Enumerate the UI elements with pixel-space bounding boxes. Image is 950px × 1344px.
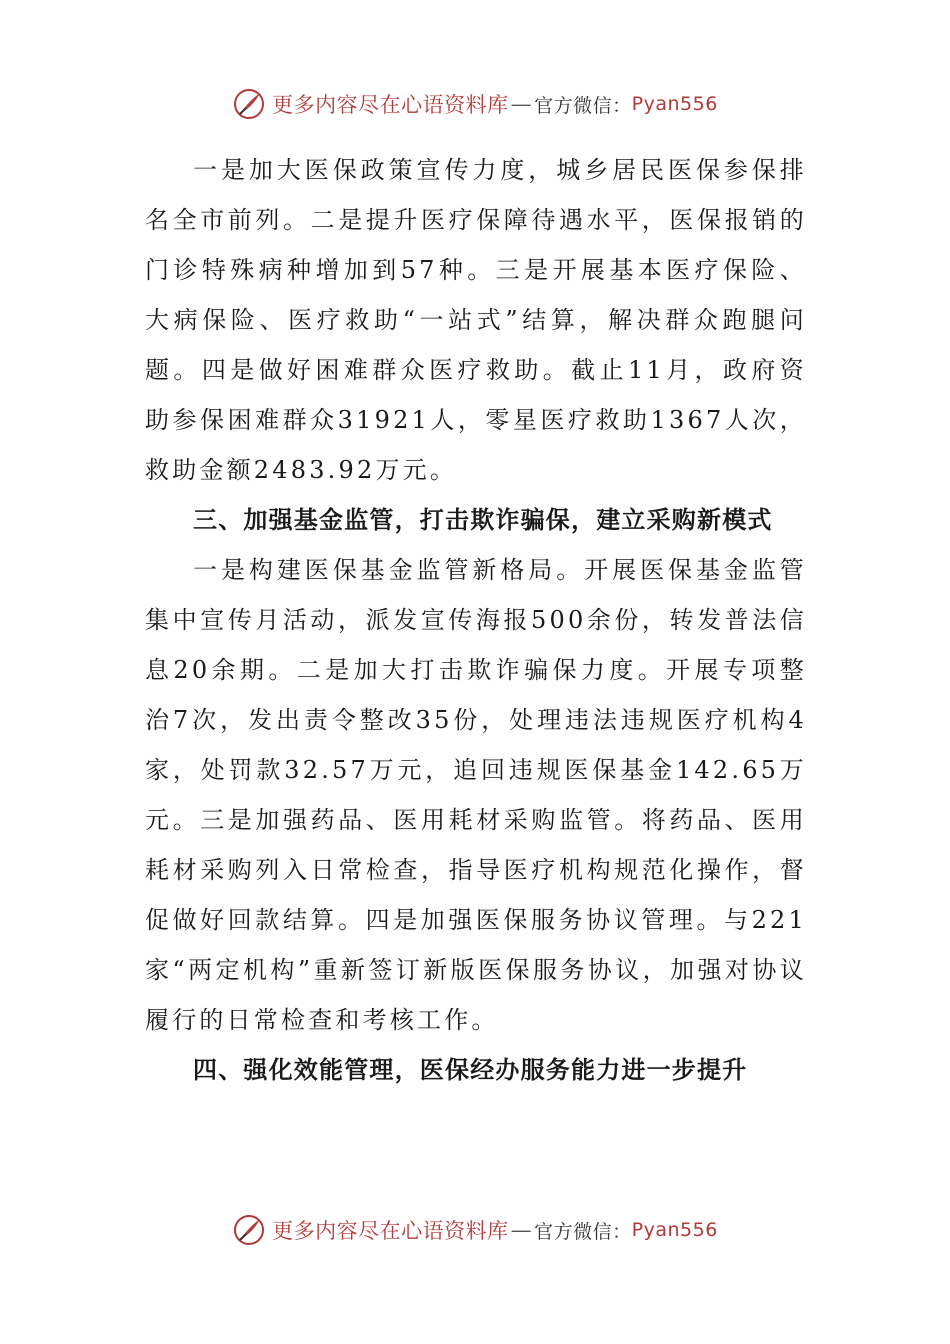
section-heading-4: 四、强化效能管理，医保经办服务能力进一步提升 xyxy=(193,1056,748,1084)
header-banner xyxy=(0,84,950,124)
footer-banner-title: 更多内容尽在心语资料库 xyxy=(272,1219,509,1243)
header-banner-content xyxy=(232,87,718,121)
footer-wechat-id: Pyan556 xyxy=(631,1219,718,1241)
quill-logo-icon xyxy=(232,1213,266,1247)
footer-wechat-label: 官方微信： xyxy=(534,1220,632,1243)
footer-banner-content xyxy=(232,1213,718,1247)
paragraph-medical-insurance-benefits: 一是加大医保政策宣传力度，城乡居民医保参保排名全市前列。二是提升医疗保障待遇水平，医保报销的门诊特殊病种增加到57种。三是开展基本医疗保险、大病保险、医疗救助“一站式”结算，解决群众跑腿问题。四是做好困难群众医疗救助。截止11月，政府资助参保困难群众31921人，零星医疗救助1367人次，救助金额2483.92万元。 xyxy=(145,156,807,484)
section-heading-3: 三、加强基金监管，打击欺诈骗保，建立采购新模式 xyxy=(193,506,773,534)
footer-banner xyxy=(0,1210,950,1250)
paragraph-fund-supervision: 一是构建医保基金监管新格局。开展医保基金监管集中宣传月活动，派发宣传海报500余份，转发普法信息20余期。二是加大打击欺诈骗保力度。开展专项整治7次，发出责令整改35份，处理违法违规医疗机构4家，处罚款32.57万元，追回违规医保基金142.65万元。三是加强药品、医用耗材采购监管。将药品、医用耗材采购列入日常检查，指导医疗机构规范化操作，督促做好回款结算。四是加强医保服务协议管理。与221家“两定机构”重新签订新版医保服务协议，加强对协议履行的日常检查和考核工作。 xyxy=(145,556,807,1034)
header-banner-separator: — xyxy=(510,92,533,116)
quill-logo-icon xyxy=(232,87,266,121)
header-wechat-label: 官方微信： xyxy=(534,94,632,117)
header-wechat-id: Pyan556 xyxy=(631,93,718,115)
header-banner-title: 更多内容尽在心语资料库 xyxy=(272,93,509,117)
footer-banner-separator: — xyxy=(510,1218,533,1242)
document-body xyxy=(145,145,807,1095)
